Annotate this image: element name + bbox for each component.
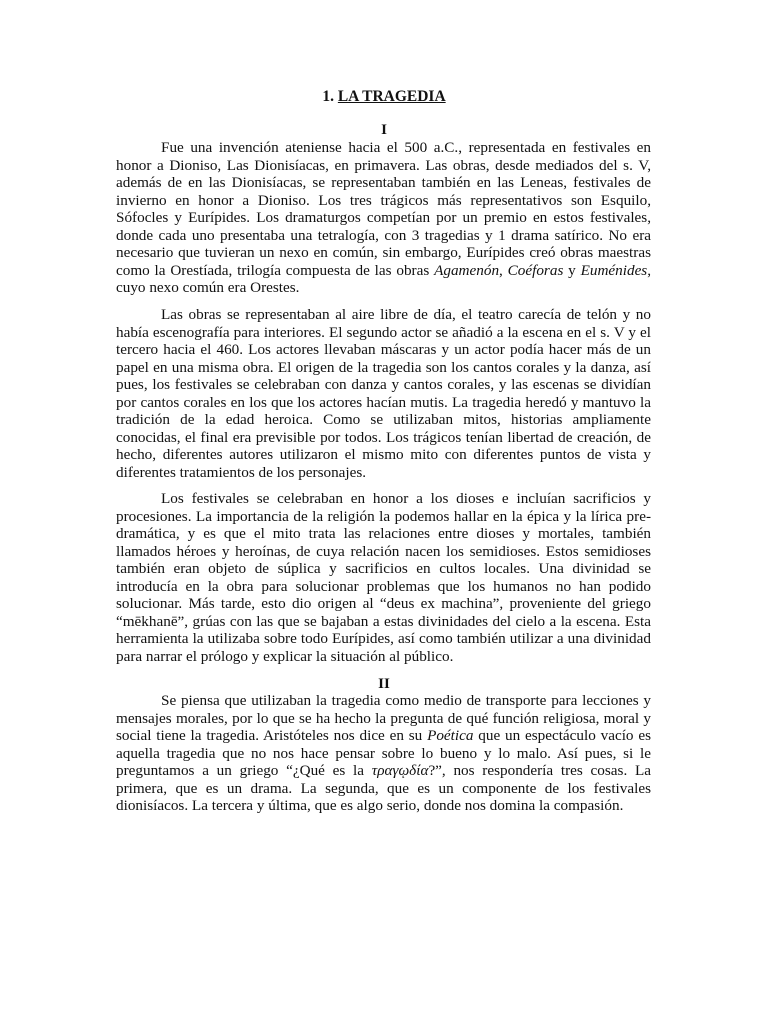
italic-text: Poética	[427, 727, 474, 744]
title-text: LA TRAGEDIA	[337, 88, 446, 105]
page-title	[0, 88, 768, 106]
italic-text: Euménides	[580, 261, 648, 279]
paragraph-1: Fue una invención ateniense hacia el 500 a.C., representada en festivales en honor a Dioniso, Las Dionisíacas, en primavera. Las obras, desde mediados del s. V, además de en las Dionisíacas, se representaban también en las Leneas, festivales de invierno en honor a Dioniso. Los tres trágicos más representativos son Esquilo, Sófocles y Eurípides. Los dramaturgos competían por un premio en estos festivales, donde cada uno presentaba una tetralogía, con 3 tragedias y 1 drama satírico. No era necesario que tuvieran un nexo en común, sin embargo, Eurípides creó obras maestras como la Orestíada, trilogía compuesta de las obras Agamenón, Coéforas y Euménides, cuyo nexo común era Orestes.	[116, 139, 652, 296]
paragraph-3: Los festivales se celebraban en honor a los dioses e incluían sacrificios y procesiones. La importancia de la religión la podemos hallar en la épica y la lírica pre-dramática, y es que el mito trata las relaciones entre dioses y mortales, también llamados héroes y heroínas, de cuya relación nacen los semidioses. Estos semidioses también eran objeto de súplica y sacrificios en cultos locales. Una divinidad se introducía en la obra para solucionar problemas que los humanos no han podido solucionar. Más tarde, esto dio origen al “deus ex machina”, proveniente del griego “mēkhanē”, grúas con las que se bajaban a estas divinidades del cielo a la escena. Esta herramienta la utilizaba sobre todo Eurípides, así como también utilizar a una divinidad para narrar el prólogo y explicar la situación al público.	[116, 490, 651, 665]
italic-text: Agamenón	[434, 261, 500, 279]
paragraph-2: Las obras se representaban al aire libre de día, el teatro carecía de telón y no había escenografía para interiores. El segundo actor se añadió a la escena en el s. V y el tercero hacia el 460. Los actores llevaban máscaras y un actor podía hacer más de un papel en una misma obra. El origen de la tragedia son los cantos corales y la danza, así pues, los festivales se celebraban con danza y cantos corales, y las escenas se dividían por cantos corales en los que los actores hacían mutis. La tragedia heredó y mantuvo la tradición de la edad heroica. Como se utilizaban mitos, historias ampliamente conocidas, el final era previsible por todos. Los trágicos tenían libertad de creación, de hecho, diferentes autores utilizaron el mismo mito con diferentes puntos de vista y diferentes tratamientos de los personajes.	[116, 306, 651, 481]
italic-text: Coéforas	[507, 261, 564, 279]
section-heading-1: I	[381, 122, 387, 138]
italic-text: τραγῳδία	[371, 762, 429, 779]
title-number: 1.	[322, 88, 338, 105]
paragraph-4: Se piensa que utilizaban la tragedia como medio de transporte para lecciones y mensajes morales, por lo que se ha hecho la pregunta de qué función religiosa, moral y social tiene la tragedia. Aristóteles nos dice en su Poética que un espectáculo vacío es aquella tragedia que no nos hace pensar sobre lo bueno y lo malo. Así pues, si le preguntamos a un griego “¿Qué es la τραγῳδία?”, nos respondería tres cosas. La primera, que es un drama. La segunda, que es un componente de los festivales dionisíacos. La tercera y última, que es algo serio, donde nos domina la compasión.	[116, 692, 652, 814]
section-heading-2: II	[378, 676, 390, 692]
